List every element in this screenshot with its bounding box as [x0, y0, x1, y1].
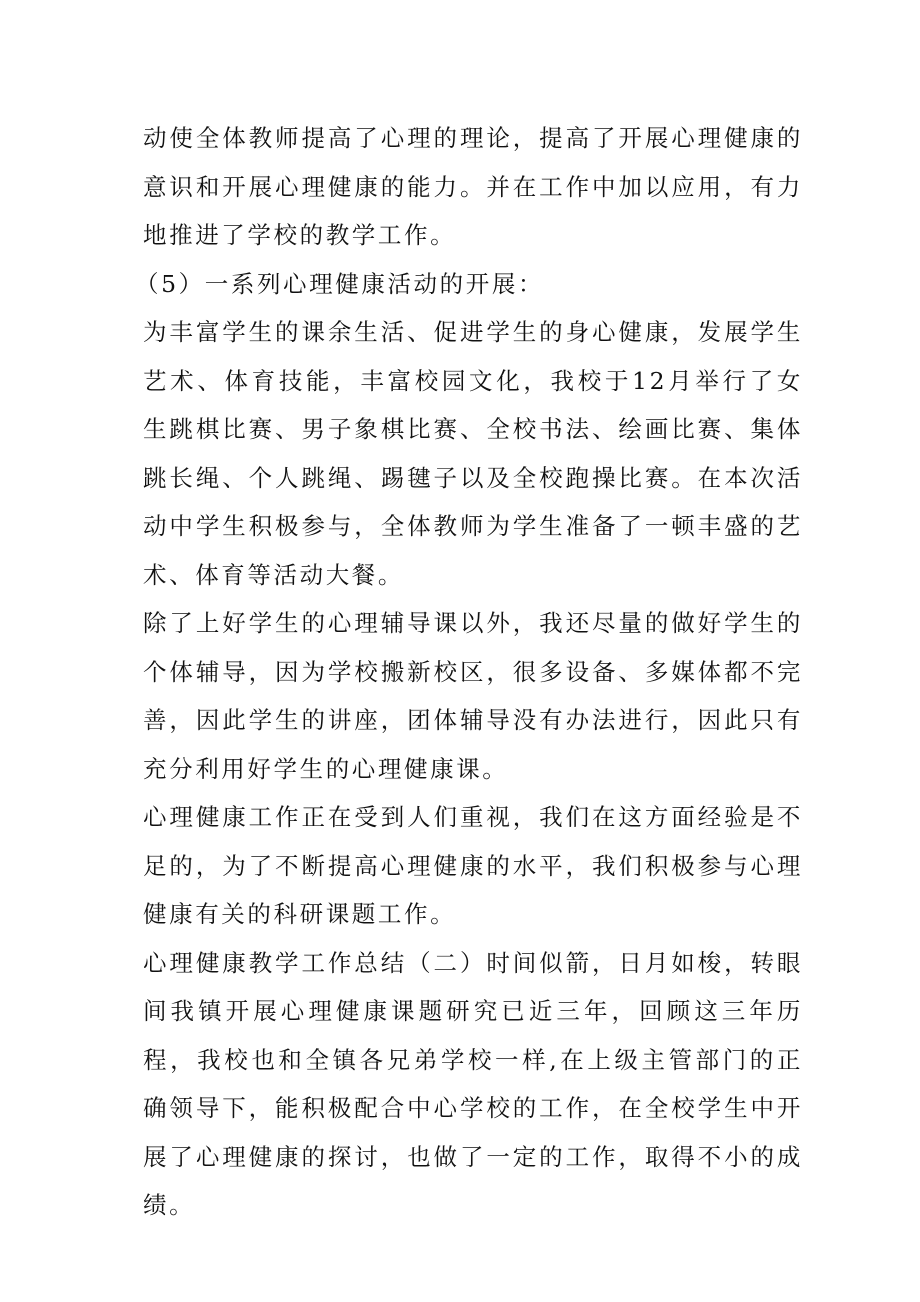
document-body	[135, 114, 803, 1230]
paragraph-3: 除了上好学生的心理辅导课以外，我还尽量的做好学生的个体辅导，因为学校搬新校区，很多设备、多媒体都不完善，因此学生的讲座，团体辅导没有办法进行，因此只有充分利用好学生的心理健康课。	[143, 609, 803, 783]
paragraph-5: 心理健康教学工作总结（二）时间似箭，日月如梭，转眼间我镇开展心理健康课题研究已近三年，回顾这三年历程，我校也和全镇各兄弟学校一样,在上级主管部门的正确领导下，能积极配合中心学校的工作，在全校学生中开展了心理健康的探讨，也做了一定的工作，取得不小的成绩。	[143, 948, 803, 1219]
paragraph-4: 心理健康工作正在受到人们重视，我们在这方面经验是不足的，为了不断提高心理健康的水平，我们积极参与心理健康有关的科研课题工作。	[143, 803, 803, 928]
paragraph-2: 为丰富学生的课余生活、促进学生的身心健康，发展学生艺术、体育技能，丰富校园文化，我校于12月举行了女生跳棋比赛、男子象棋比赛、全校书法、绘画比赛、集体跳长绳、个人跳绳、踢毽子以及全校跑操比赛。在本次活动中学生积极参与，全体教师为学生准备了一顿丰盛的艺术、体育等活动大餐。	[143, 318, 803, 589]
paragraph-1: 动使全体教师提高了心理的理论，提高了开展心理健康的意识和开展心理健康的能力。并在工作中加以应用，有力地推进了学校的教学工作。	[143, 124, 803, 249]
section-heading: （5）一系列心理健康活动的开展：	[135, 269, 545, 298]
